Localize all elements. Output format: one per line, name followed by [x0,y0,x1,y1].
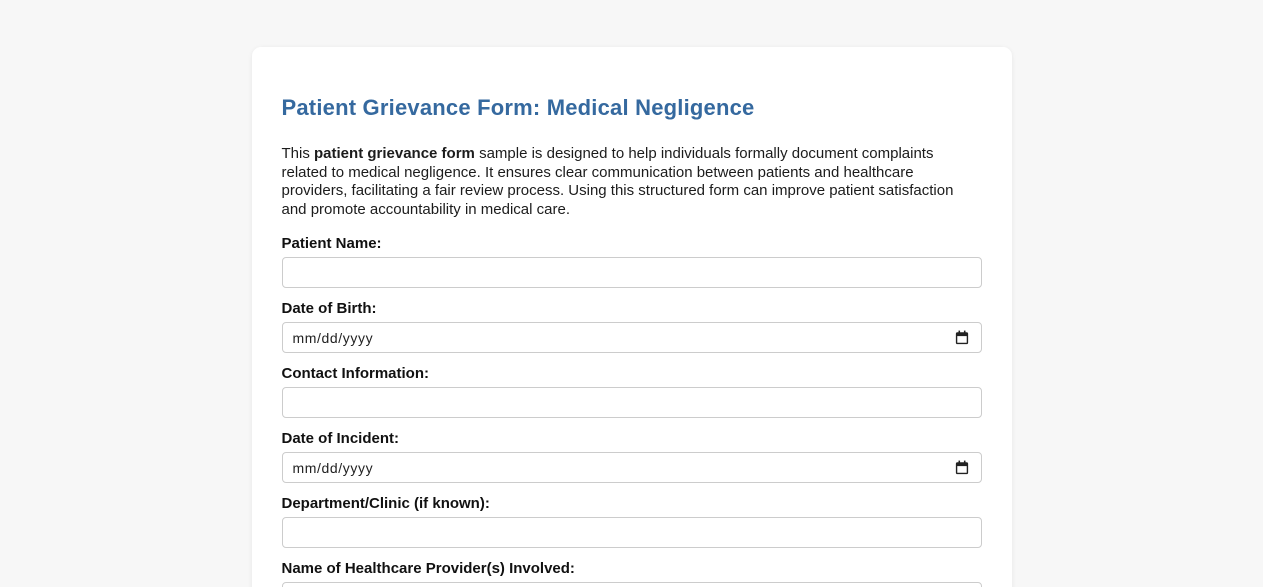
date-of-incident-label: Date of Incident: [281,430,400,447]
department-clinic-label: Department/Clinic (if known): [281,495,490,512]
date-of-birth-placeholder: mm/dd/yyyy [292,329,374,346]
page-title: Patient Grievance Form: Medical Negligence [281,95,755,120]
intro-text-suffix: sample is designed to help individuals formally document complaints related to medical negligence. It ensures clear communication between patients and healthcare providers, facilitating a fair review process. Using this structured form can improve patient satisfaction and promote accountability in medical care. [281,145,954,218]
form-card [252,47,1012,587]
field-department-clinic [282,495,982,560]
department-clinic-input[interactable] [282,517,982,548]
field-healthcare-provider [282,560,982,587]
field-date-of-birth [282,300,982,353]
intro-paragraph [282,145,982,219]
calendar-icon[interactable] [955,330,969,345]
field-date-of-incident [282,430,982,483]
intro-text-bold: patient grievance form [314,145,475,162]
healthcare-provider-label: Name of Healthcare Provider(s) Involved: [281,560,575,577]
page [0,47,1263,587]
patient-name-label: Patient Name: [281,235,382,252]
intro-text-prefix: This [281,145,315,162]
calendar-icon[interactable] [955,460,969,475]
date-of-incident-placeholder: mm/dd/yyyy [292,459,374,476]
date-of-incident-input[interactable] [282,452,982,483]
field-patient-name [282,235,982,300]
contact-information-label: Contact Information: [281,365,429,382]
date-of-birth-input[interactable] [282,322,982,353]
date-of-birth-label: Date of Birth: [281,300,377,317]
contact-information-input[interactable] [282,387,982,418]
patient-name-input[interactable] [282,257,982,288]
healthcare-provider-input[interactable] [282,582,982,587]
field-contact-information [282,365,982,430]
